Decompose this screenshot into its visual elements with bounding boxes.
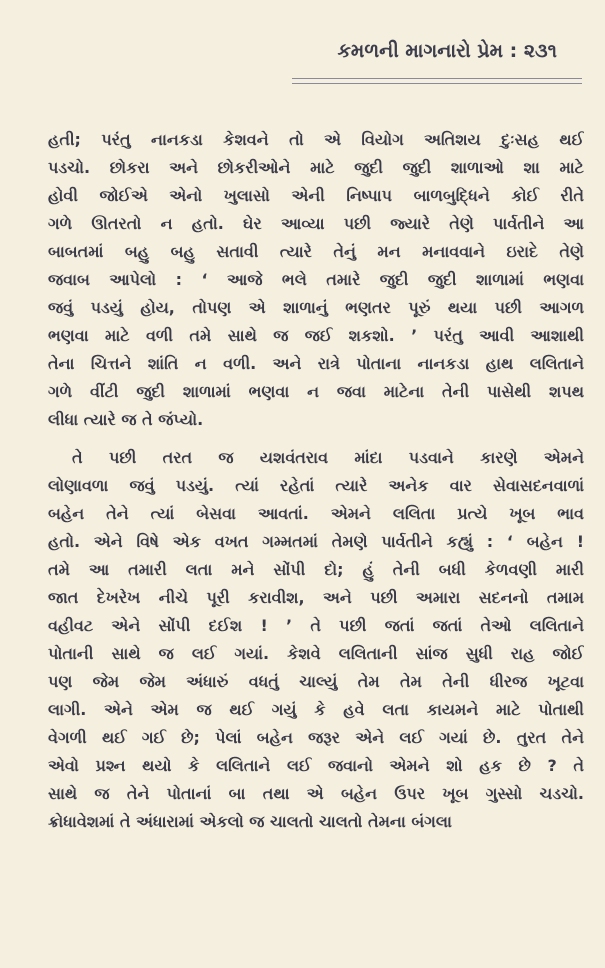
paragraph-1 [48,126,584,434]
text-line: ભણવા માટે વળી તમે સાથે જ જઈ શકશો. ’ પરંતુ આવી આશાથી [48,326,584,345]
text-line: પડચો. છોકરા અને છોકરીઓને માટે જુદી જુદી શાળાઓ શા માટે [48,158,584,177]
text-line: વેગળી થઈ ગઈ છે; પેલાં બહેન જરૂર એને લઈ ગયાં છે. તુરત તેને [48,728,584,747]
text-line: લાગી. એને એમ જ થઈ ગયું કે હવે લતા કાયમને માટે પોતાથી [48,700,584,719]
text-line: પોતાની સાથે જ લઈ ગયાં. કેશવે લલિતાની સાંજ સુધી રાહ જોઈ [48,644,584,663]
running-header: કમળની માગનારો પ્રેમ : ૨૩૧ [337,40,557,62]
text-line: પણ જેમ જેમ અંધારું વધતું ચાલ્યું તેમ તેમ તેની ધીરજ ખૂટવા [48,672,584,691]
paragraph-2 [48,444,584,836]
text-line: જવાબ આપેલો : ‘ આજે ભલે તમારે જુદી જુદી શાળામાં ભણવા [48,270,584,289]
text-line: લીધા ત્યારે જ તે જંપ્યો. [48,410,204,429]
text-line: ક્રોધાવેશમાં તે અંધારામાં એકલો જ ચાલતો ચાલતો તેમના બંગલા [48,812,452,831]
text-line: હતો. એને વિષે એક વખત ગમ્મતમાં તેમણે પાર્વતીને કહ્યું : ‘ બહેન ! [48,532,584,551]
text-line: જાત દેખરેખ નીચે પૂરી કરાવીશ, અને પછી અમારા સદનનો તમામ [48,588,584,607]
text-line: એવો પ્રશ્ન થયો કે લલિતાને લઈ જવાનો એમને શો હક છે ? તે [48,756,584,775]
text-line: જવું પડયું હોય, તોપણ એ શાળાનું ભણતર પૂરું થયા પછી આગળ [48,298,584,317]
header-rule [292,78,582,84]
text-line: બહેન તેને ત્યાં બેસવા આવતાં. એમને લલિતા પ્રત્યે ખૂબ ભાવ [48,504,584,523]
text-line: તેના ચિત્તને શાંતિ ન વળી. અને રાત્રે પોતાના નાનકડા હાથ લલિતાને [48,354,584,373]
text-line: તમે આ તમારી લતા મને સોંપી દો; હું તેની બધી કેળવણી મારી [48,560,584,579]
text-line: વહીવટ એને સોંપી દઈશ ! ’ તે પછી જતાં જતાં તેઓ લલિતાને [48,616,584,635]
text-line: હતી; પરંતુ નાનકડા કેશવને તો એ વિયોગ અતિશય દુઃસહ થઈ [48,130,584,149]
text-line: સાથે જ તેને પોતાનાં બા તથા એ બહેન ઉપર ખૂબ ગુસ્સો ચડચો. [48,784,584,803]
text-line: તે પછી તરત જ યશવંતરાવ માંદા પડવાને કારણે એમને [72,448,584,467]
text-line: બાબતમાં બહુ બહુ સતાવી ત્યારે તેનું મન મનાવવાને ઇરાદે તેણે [48,242,584,261]
text-line: હોવી જોઈએ એનો ખુલાસો એની નિષ્પાપ બાળબુદ્ધિને કોઈ રીતે [48,186,584,205]
text-line: લોણાવળા જવું પડયું. ત્યાં રહેતાં ત્યારે અનેક વાર સેવાસદનવાળાં [48,476,584,495]
text-line: ગળે ઊતરતો ન હતો. ઘેર આવ્યા પછી જ્યારે તેણે પાર્વતીને આ [48,214,584,233]
body-text [48,126,584,836]
text-line: ગળે વીંટી જુદી શાળામાં ભણવા ન જવા માટેના તેની પાસેથી શપથ [48,382,584,401]
